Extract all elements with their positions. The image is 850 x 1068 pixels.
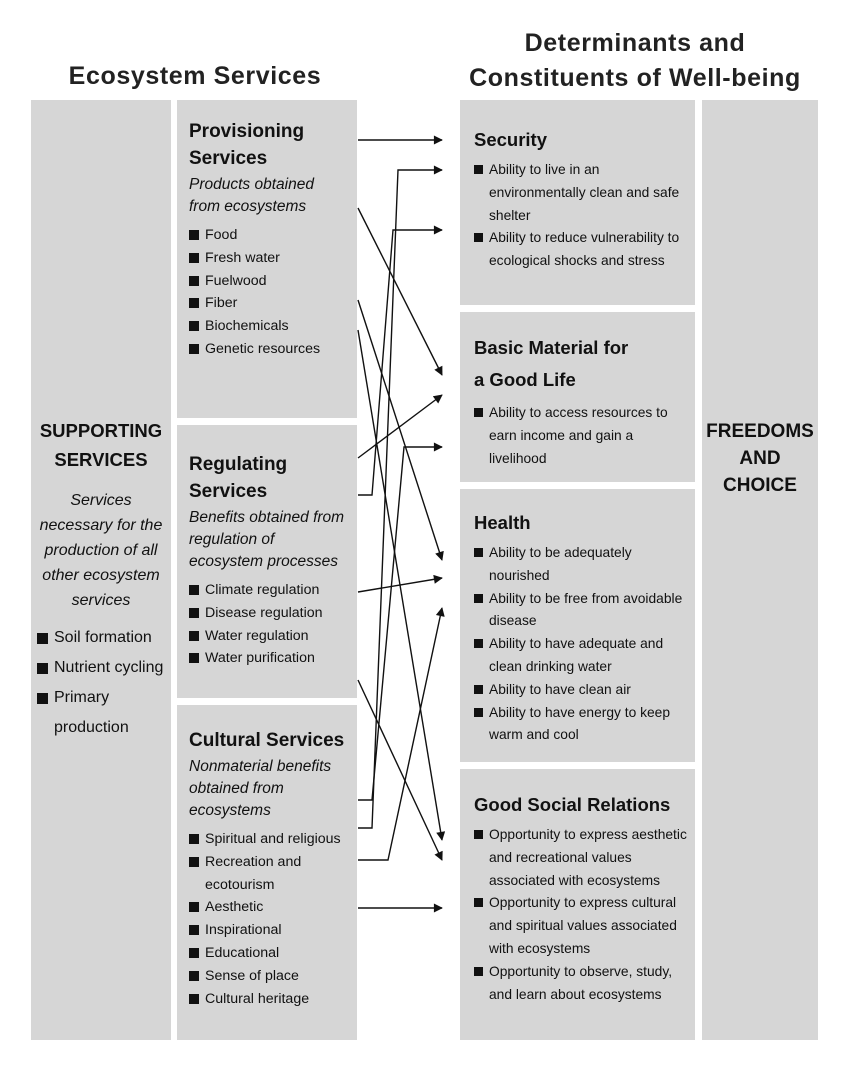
supporting-title-line2: SERVICES (54, 449, 148, 470)
list-item: Sense of place (189, 965, 349, 988)
arrow-cultural-to-health (358, 608, 442, 860)
list-item: Primary production (37, 683, 165, 743)
arrow-cultural-to-security (358, 170, 442, 828)
list-item: Opportunity to observe, study, and learn about ecosystems (474, 961, 689, 1007)
arrow-regulating-to-social (358, 680, 442, 860)
list-item: Educational (189, 942, 349, 965)
arrow-provisioning-to-basic (358, 208, 442, 375)
list-item: Ability to be free from avoidable disease (474, 588, 689, 634)
list-item: Recreation and ecotourism (189, 851, 349, 897)
list-item: Ability to have energy to keep warm and cool (474, 702, 689, 748)
list-item: Soil formation (37, 623, 165, 653)
list-item: Spiritual and religious (189, 828, 349, 851)
regulating-title: Regulating Services (189, 454, 288, 502)
basic-material-title-line2: a Good Life (474, 369, 576, 390)
list-item: Climate regulation (189, 579, 347, 602)
arrow-regulating-to-health (358, 578, 442, 592)
list-item: Water regulation (189, 625, 347, 648)
list-item: Disease regulation (189, 602, 347, 625)
freedoms-title-line1: FREEDOMS (706, 421, 814, 442)
list-item: Ability to access resources to earn income and gain a livelihood (474, 402, 689, 470)
supporting-description: Services necessary for the production of all other ecosystem services (39, 492, 163, 609)
regulating-description: Benefits obtained from regulation of ecosystem processes (189, 509, 345, 570)
cultural-description: Nonmaterial benefits obtained from ecosystems (189, 758, 332, 819)
freedoms-title-line3: CHOICE (723, 475, 797, 496)
list-item: Inspirational (189, 919, 349, 942)
cultural-title: Cultural Services (189, 730, 345, 751)
list-item: Biochemicals (189, 315, 347, 338)
list-item: Genetic resources (189, 338, 347, 361)
health-title: Health (474, 512, 531, 533)
list-item: Ability to live in an environmentally clean and safe shelter (474, 159, 689, 227)
list-item: Opportunity to express aesthetic and recreational values associated with ecosystems (474, 824, 689, 892)
list-item: Fuelwood (189, 270, 347, 293)
wellbeing-header-line2: Constituents of Well-being (469, 64, 801, 92)
list-item: Ability to have clean air (474, 679, 689, 702)
list-item: Fiber (189, 292, 347, 315)
basic-material-title-line1: Basic Material for (474, 337, 629, 358)
list-item: Aesthetic (189, 896, 349, 919)
list-item: Opportunity to express cultural and spiritual values associated with ecosystems (474, 892, 689, 960)
arrow-cultural-to-basic (358, 447, 442, 800)
arrow-regulating-to-security (358, 230, 442, 495)
list-item: Cultural heritage (189, 988, 349, 1011)
good-social-relations-title: Good Social Relations (474, 794, 671, 815)
security-title: Security (474, 129, 548, 150)
list-item: Fresh water (189, 247, 347, 270)
wellbeing-header-line1: Determinants and (524, 29, 746, 57)
list-item: Ability to have adequate and clean drinking water (474, 633, 689, 679)
list-item: Ability to reduce vulnerability to ecological shocks and stress (474, 227, 689, 273)
list-item: Ability to be adequately nourished (474, 542, 689, 588)
freedoms-title-line2: AND (739, 448, 781, 469)
provisioning-title: Provisioning Services (189, 121, 305, 169)
list-item: Water purification (189, 647, 347, 670)
list-item: Food (189, 224, 347, 247)
ecosystem-services-header: Ecosystem Services (68, 62, 322, 90)
list-item: Nutrient cycling (37, 653, 165, 683)
arrow-provisioning-to-health (358, 300, 442, 560)
supporting-title-line1: SUPPORTING (39, 420, 163, 441)
provisioning-description: Products obtained from ecosystems (189, 176, 314, 215)
